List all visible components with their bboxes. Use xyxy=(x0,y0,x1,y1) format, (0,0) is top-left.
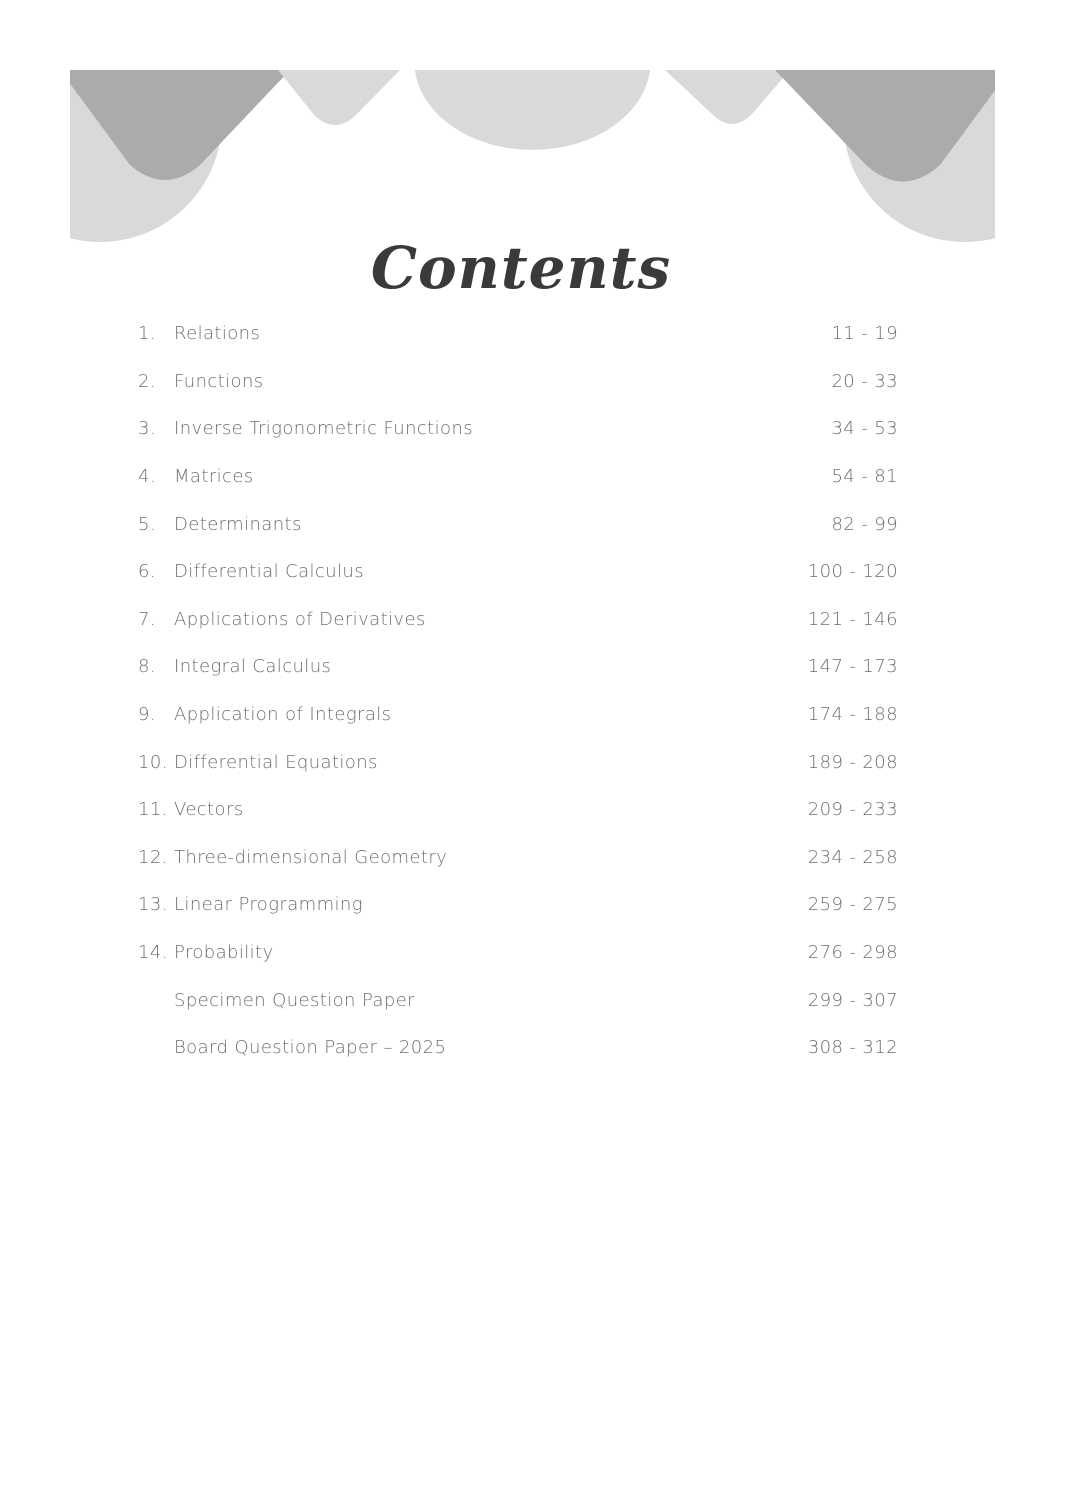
toc-entry-pages: 34 - 53 xyxy=(831,418,898,440)
toc-entry-number: 4. xyxy=(138,466,156,488)
toc-entry-number: 1. xyxy=(138,323,156,345)
toc-entry[interactable] xyxy=(138,453,898,501)
toc-entry-title: Integral Calculus xyxy=(174,656,332,678)
toc-entry-number: 14. xyxy=(138,942,168,964)
toc-entry-pages: 308 - 312 xyxy=(807,1037,898,1059)
toc-entry-pages: 121 - 146 xyxy=(807,608,898,630)
toc-entry-title: Specimen Question Paper xyxy=(174,989,415,1011)
toc-entry-pages: 259 - 275 xyxy=(807,894,898,916)
toc-entry-title: Three-dimensional Geometry xyxy=(174,846,448,868)
toc-entry[interactable] xyxy=(138,548,898,596)
toc-entry-title: Applications of Derivatives xyxy=(174,608,426,630)
toc-entry[interactable] xyxy=(138,1024,898,1072)
toc-entry-title: Differential Calculus xyxy=(174,561,364,583)
toc-entry[interactable] xyxy=(138,929,898,977)
table-of-contents xyxy=(138,310,898,1072)
toc-entry-number: 3. xyxy=(138,418,156,440)
toc-entry-title: Matrices xyxy=(174,466,254,488)
toc-entry-pages: 276 - 298 xyxy=(807,942,898,964)
toc-entry-title: Differential Equations xyxy=(174,751,378,773)
toc-entry-number: 11. xyxy=(138,799,168,821)
toc-entry-number: 10. xyxy=(138,751,168,773)
toc-entry-pages: 234 - 258 xyxy=(807,846,898,868)
toc-entry-title: Vectors xyxy=(174,799,244,821)
page-title: Contents xyxy=(370,234,672,302)
toc-entry-pages: 299 - 307 xyxy=(807,989,898,1011)
toc-entry[interactable] xyxy=(138,881,898,929)
toc-entry[interactable] xyxy=(138,691,898,739)
toc-entry-title: Board Question Paper – 2025 xyxy=(174,1037,447,1059)
toc-entry-pages: 11 - 19 xyxy=(831,323,898,345)
toc-entry-number: 9. xyxy=(138,704,156,726)
toc-entry-title: Functions xyxy=(174,370,264,392)
toc-entry-number: 5. xyxy=(138,513,156,535)
toc-entry-title: Application of Integrals xyxy=(174,704,392,726)
toc-entry-title: Linear Programming xyxy=(174,894,363,916)
toc-entry-title: Inverse Trigonometric Functions xyxy=(174,418,474,440)
toc-entry-pages: 174 - 188 xyxy=(807,704,898,726)
toc-entry-pages: 54 - 81 xyxy=(831,466,898,488)
toc-entry[interactable] xyxy=(138,786,898,834)
toc-entry-pages: 209 - 233 xyxy=(807,799,898,821)
toc-entry-pages: 20 - 33 xyxy=(831,370,898,392)
header-decorative-banner xyxy=(0,0,1066,260)
banner-small-right-shape xyxy=(665,70,790,124)
toc-entry-pages: 82 - 99 xyxy=(831,513,898,535)
toc-entry[interactable] xyxy=(138,976,898,1024)
toc-entry-title: Probability xyxy=(174,942,274,964)
toc-entry[interactable] xyxy=(138,834,898,882)
toc-entry-number: 6. xyxy=(138,561,156,583)
banner-center-semicircle xyxy=(415,70,650,150)
toc-entry-pages: 189 - 208 xyxy=(807,751,898,773)
toc-entry-number: 13. xyxy=(138,894,168,916)
toc-entry-pages: 147 - 173 xyxy=(807,656,898,678)
toc-entry[interactable] xyxy=(138,738,898,786)
toc-entry-number: 7. xyxy=(138,608,156,630)
toc-entry[interactable] xyxy=(138,596,898,644)
toc-entry[interactable] xyxy=(138,310,898,358)
toc-entry-title: Relations xyxy=(174,323,261,345)
toc-entry[interactable] xyxy=(138,405,898,453)
toc-entry-title: Determinants xyxy=(174,513,302,535)
toc-entry-number: 8. xyxy=(138,656,156,678)
toc-entry[interactable] xyxy=(138,643,898,691)
toc-entry-number: 2. xyxy=(138,370,156,392)
banner-small-left-shape xyxy=(278,70,400,125)
toc-entry[interactable] xyxy=(138,358,898,406)
toc-entry-pages: 100 - 120 xyxy=(807,561,898,583)
toc-entry[interactable] xyxy=(138,500,898,548)
toc-entry-number: 12. xyxy=(138,846,168,868)
